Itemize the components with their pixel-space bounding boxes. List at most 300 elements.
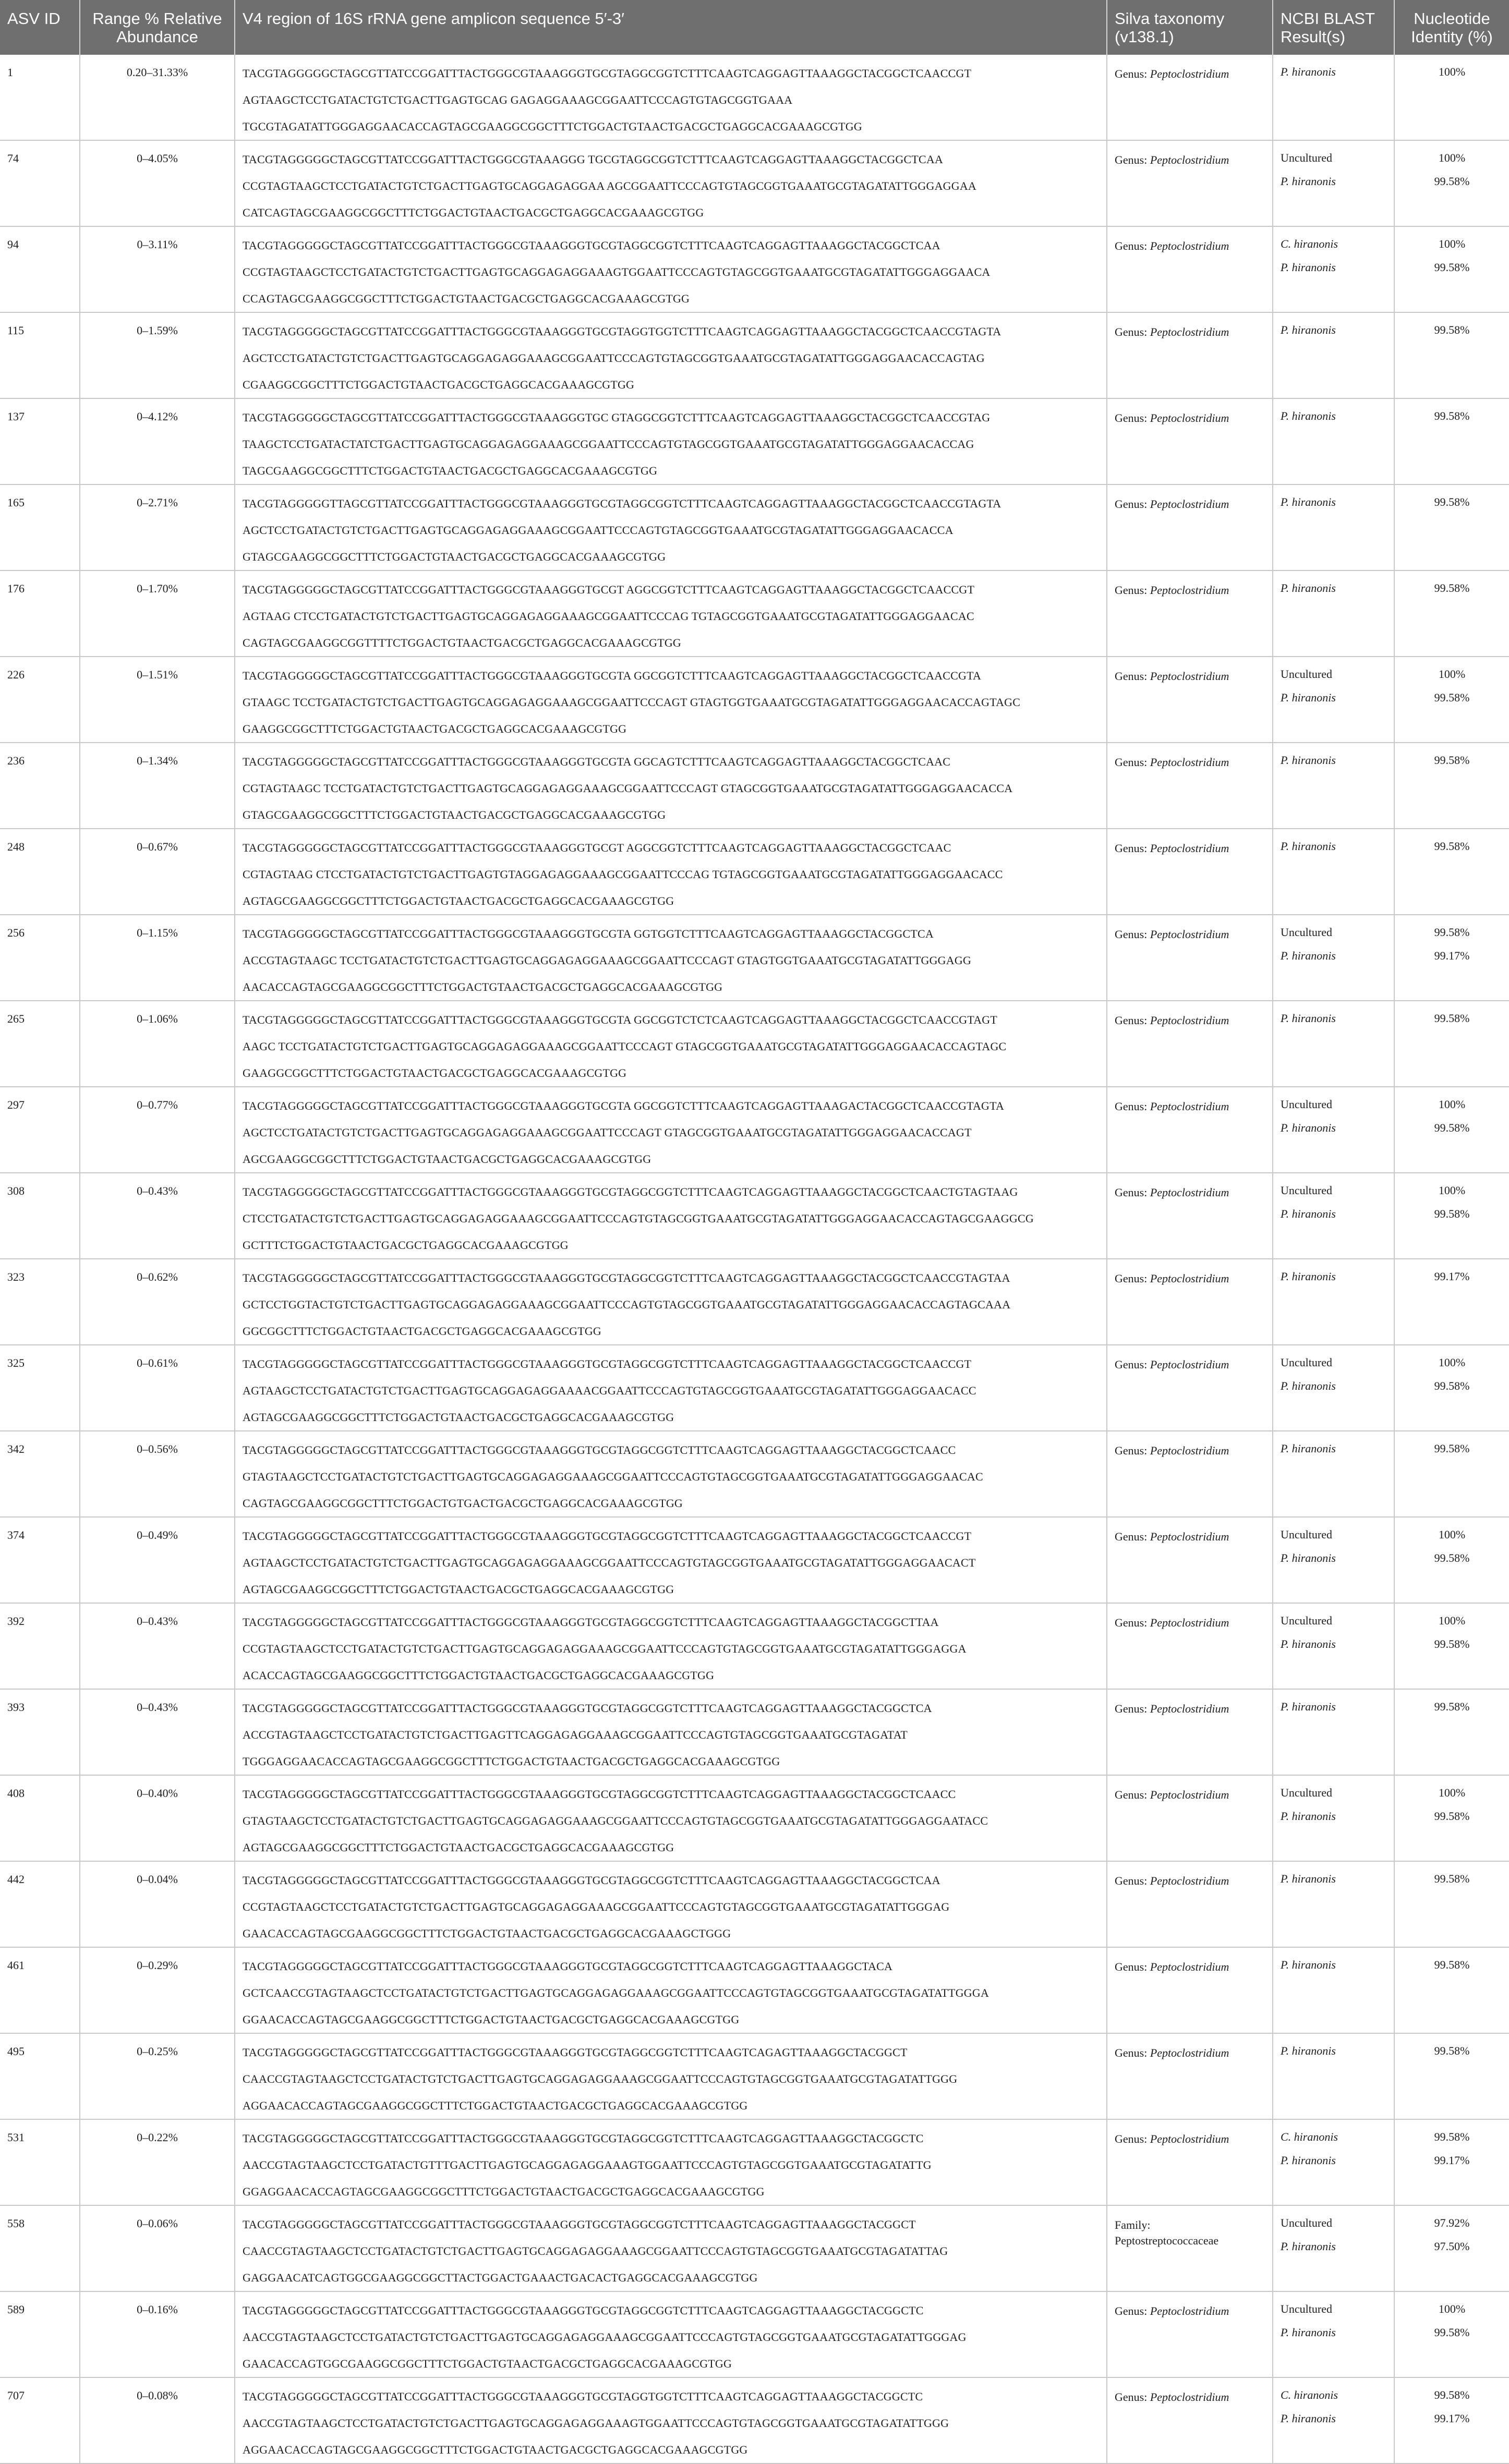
sequence-line: GAACACCAGTAGCGAAGGCGGCTTTCTGGACTGTAACTGACGCTGAGGCACGAAAGCTGGG — [243, 1927, 731, 1940]
range-cell: 0–1.51% — [80, 657, 235, 743]
silva-rank: Genus: — [1115, 411, 1150, 424]
sequence-line: CCAGTAGCGAAGGCGGCTTTCTGGACTGTAACTGACGCTGAGGCACGAAAGCGTGG — [243, 292, 690, 305]
sequence-line: TACGTAGGGGGCTAGCGTTATCCGGATTTACTGGGCGTAAAGGGTGCGTAGGCGGTCTTTCAAGTCAGGAGTTAAAGGCTACGGCTCAACC — [243, 1443, 956, 1456]
asv-id-cell: 137 — [0, 398, 80, 484]
header-ncbi-line1: NCBI BLAST — [1281, 9, 1375, 28]
sequence-line: GAAGGCGGCTTTCTGGACTGTAACTGACGCTGAGGCACGAAAGCGTGG — [243, 1066, 627, 1079]
asv-id-cell: 392 — [0, 1603, 80, 1689]
sequence-line: TACGTAGGGGGCTAGCGTTATCCGGATTTACTGGGCGTAAAGGGTGCGTA GGCGGTCTCTCAAGTCAGGAGTTAAAGGCTACGGCTCAACCGTAGT — [243, 1013, 998, 1026]
range-cell: 0–3.11% — [80, 226, 235, 312]
silva-rank: Genus: — [1115, 153, 1150, 166]
identity-value: 99.58% — [1434, 1637, 1470, 1650]
silva-cell — [1107, 1775, 1273, 1861]
sequence-line: TACGTAGGGGGCTAGCGTTATCCGGATTTACTGGGCGTAAAGGGTGCGTAGGCGGTCTTTCAAGTCAGGAGTTAAAGGCTACGGCTC — [243, 2132, 924, 2145]
table-row — [0, 1517, 1509, 1603]
ncbi-result — [1281, 232, 1386, 256]
identity-value: 100% — [1438, 1356, 1466, 1369]
sequence-cell — [235, 398, 1107, 484]
ncbi-result-text: P. hiranonis — [1281, 1012, 1336, 1025]
silva-rank: Genus: — [1115, 67, 1150, 80]
ncbi-result — [1281, 834, 1386, 858]
sequence-cell — [235, 743, 1107, 829]
identity-value: 99.17% — [1434, 2154, 1470, 2167]
sequence-line: TACGTAGGGGGCTAGCGTTATCCGGATTTACTGGGCGTAAAGGGTGCGTAGGCGGTCTTTCAAGTCAGGAGTTAAAGGCTACGGCTTAA — [243, 1616, 939, 1629]
ncbi-result — [1281, 2407, 1386, 2430]
silva-cell — [1107, 1259, 1273, 1345]
sequence-cell — [235, 1259, 1107, 1345]
range-cell: 0–4.12% — [80, 398, 235, 484]
range-cell: 0–0.43% — [80, 1603, 235, 1689]
asv-id-cell: 325 — [0, 1345, 80, 1431]
ncbi-result — [1281, 1695, 1386, 1718]
ncbi-result — [1281, 1437, 1386, 1460]
header-ncbi-line2: Result(s) — [1281, 28, 1346, 46]
asv-id-cell: 589 — [0, 2291, 80, 2377]
identity-value: 99.58% — [1434, 1442, 1470, 1455]
ncbi-cell — [1273, 743, 1394, 829]
sequence-line: AGTAGCGAAGGCGGCTTTCTGGACTGTAACTGACGCTGAGGCACGAAAGCGTGG — [243, 894, 674, 907]
identity-cell — [1394, 1345, 1509, 1431]
header-row — [0, 0, 1509, 55]
sequence-line: GCTCCTGGTACTGTCTGACTTGAGTGCAGGAGAGGAAAGCGGAATTCCCAGTGTAGCGGTGAAATGCGTAGATATTGGGAGGAACACCAGTAGCAAA — [243, 1298, 1011, 1311]
silva-taxon: Peptoclostridium — [1150, 2132, 1229, 2145]
ncbi-cell — [1273, 829, 1394, 915]
silva-taxon: Peptoclostridium — [1150, 2304, 1229, 2317]
sequence-line: TACGTAGGGGGCTAGCGTTATCCGGATTTACTGGGCGTAAAGGGTGCGTAGGCGGTCTTTCAAGTCAGGAGTTAAAGGCTACGGCTCAACCGT — [243, 67, 972, 80]
sequence-line: CGAAGGCGGCTTTCTGGACTGTAACTGACGCTGAGGCACGAAAGCGTGG — [243, 378, 635, 391]
silva-cell — [1107, 657, 1273, 743]
ncbi-result — [1281, 2383, 1386, 2407]
ncbi-result-text: C. hiranonis — [1281, 2388, 1338, 2401]
sequence-line: TACGTAGGGGGCTAGCGTTATCCGGATTTACTGGGCGTAAAGGGTGCGTAGGCGGTCTTTCAAGTCAGGAGTTAAAGGCTACA — [243, 1960, 893, 1973]
sequence-line: AGTAAGCTCCTGATACTGTCTGACTTGAGTGCAGGAGAGGAAAACGGAATTCCCAGTGTAGCGGTGAAATGCGTAGATATTGGGAGGAACACC — [243, 1384, 976, 1397]
ncbi-cell — [1273, 484, 1394, 571]
ncbi-cell — [1273, 1947, 1394, 2033]
sequence-line: GAACACCAGTGGCGAAGGCGGCTTTCTGGACTGTAACTGACGCTGAGGCACGAAAGCGTGG — [243, 2357, 732, 2370]
silva-cell — [1107, 1087, 1273, 1173]
sequence-line: CCGTAGTAAGCTCCTGATACTGTCTGACTTGAGTGCAGGAGAGGAA AGCGGAATTCCCAGTGTAGCGGTGAAATGCGTAGATATTGGGAGGAA — [243, 179, 977, 192]
sequence-line: GCTCAACCGTAGTAAGCTCCTGATACTGTCTGACTTGAGTGCAGGAGAGGAAAGCGGAATTCCCAGTGTAGCGGTGAAATGCGTAGATATTGGGA — [243, 1986, 989, 1999]
sequence-line: TACGTAGGGGGCTAGCGTTATCCGGATTTACTGGGCGTAAAGGGTGCGTA GGCAGTCTTTCAAGTCAGGAGTTAAAGGCTACGGCTCAAC — [243, 755, 951, 768]
ncbi-result — [1281, 1804, 1386, 1828]
asv-id-cell: 1 — [0, 55, 80, 140]
header-identity-line1: Nucleotide — [1414, 9, 1490, 28]
table-row — [0, 2119, 1509, 2205]
silva-taxon: Peptoclostridium — [1150, 1014, 1229, 1027]
sequence-cell — [235, 829, 1107, 915]
asv-id-cell: 165 — [0, 484, 80, 571]
sequence-line: TACGTAGGGGGCTAGCGTTATCCGGATTTACTGGGCGTAAAGGGTGCGTAGGCGGTCTTTCAAGTCAGGAGTTAAAGGCTACGGCTC — [243, 2304, 924, 2317]
sequence-line: TACGTAGGGGGCTAGCGTTATCCGGATTTACTGGGCGTAAAGGGTGCGT AGGCGGTCTTTCAAGTCAGGAGTTAAAGGCTACGGCTCAACCGT — [243, 583, 975, 596]
identity-value: 99.58% — [1434, 581, 1470, 594]
sequence-cell — [235, 657, 1107, 743]
sequence-line: AACCGTAGTAAGCTCCTGATACTGTTTGACTTGAGTGCAGGAGAGGAAAGTGGAATTCCCAGTGTAGCGGTGAAATGCGTAGATATTG — [243, 2158, 932, 2171]
ncbi-result-text: P. hiranonis — [1281, 754, 1336, 767]
identity-cell — [1394, 2205, 1509, 2291]
sequence-line: TGGGAGGAACACCAGTAGCGAAGGCGGCTTTCTGGACTGTAACTGACGCTGAGGCACGAAAGCGTGG — [243, 1755, 780, 1768]
header-ncbi — [1273, 0, 1394, 55]
sequence-cell — [235, 2291, 1107, 2377]
asv-id-cell: 74 — [0, 140, 80, 226]
ncbi-result — [1281, 1351, 1386, 1374]
sequence-line: CCGTAGTAAGCTCCTGATACTGTCTGACTTGAGTGCAGGAGAGGAAAGTGGAATTCCCAGTGTAGCGGTGAAATGCGTAGATATTGGGAGGAACA — [243, 265, 991, 278]
ncbi-cell — [1273, 1087, 1394, 1173]
header-range — [80, 0, 235, 55]
identity-value: 100% — [1438, 1528, 1466, 1541]
asv-id-cell: 308 — [0, 1173, 80, 1259]
ncbi-result — [1281, 146, 1386, 169]
silva-rank: Family: — [1115, 2218, 1151, 2231]
silva-cell — [1107, 1603, 1273, 1689]
identity-cell — [1394, 1947, 1509, 2033]
sequence-line: GGCGGCTTTCTGGACTGTAACTGACGCTGAGGCACGAAAGCGTGG — [243, 1325, 602, 1338]
ncbi-result-text: P. hiranonis — [1281, 323, 1336, 336]
ncbi-result-text: Uncultured — [1281, 1614, 1332, 1627]
header-silva-line1: Silva taxonomy — [1115, 9, 1225, 28]
asv-id-cell: 531 — [0, 2119, 80, 2205]
identity-value: 99.58% — [1434, 2388, 1470, 2401]
sequence-line: TACGTAGGGGGCTAGCGTTATCCGGATTTACTGGGCGTAAAGGGTGCGTAGGCGGTCTTTCAAGTCAGGAGTTAAAGGCTACGGCTCAA — [243, 1874, 940, 1887]
sequence-line: AGTAGCGAAGGCGGCTTTCTGGACTGTAACTGACGCTGAGGCACGAAAGCGTGG — [243, 1583, 674, 1596]
identity-cell — [1394, 2291, 1509, 2377]
silva-taxon: Peptoclostridium — [1150, 67, 1229, 80]
table-row — [0, 1603, 1509, 1689]
sequence-line: TACGTAGGGGGCTAGCGTTATCCGGATTTACTGGGCGTAAAGGGTGCGT AGGCGGTCTTTCAAGTCAGGAGTTAAAGGCTACGGCTCAAC — [243, 841, 951, 854]
silva-taxon: Peptoclostridium — [1150, 239, 1229, 252]
ncbi-cell — [1273, 226, 1394, 312]
identity-cell — [1394, 1259, 1509, 1345]
identity-value: 99.58% — [1434, 175, 1470, 188]
identity-value: 100% — [1438, 237, 1466, 250]
sequence-cell — [235, 55, 1107, 140]
ncbi-cell — [1273, 2119, 1394, 2205]
identity-value: 99.58% — [1434, 1700, 1470, 1713]
silva-cell — [1107, 484, 1273, 571]
silva-cell — [1107, 2033, 1273, 2119]
silva-rank: Genus: — [1115, 842, 1150, 855]
ncbi-result — [1281, 2211, 1386, 2235]
identity-cell — [1394, 140, 1509, 226]
sequence-line: TACGTAGGGGGCTAGCGTTATCCGGATTTACTGGGCGTAAAGGGTGCGTAGGCGGTCTTTCAAGTCAGGAGTTAAAGGCTACGGCTCAACCGTAGTAA — [243, 1271, 1010, 1284]
silva-rank: Genus: — [1115, 1616, 1150, 1629]
silva-taxon: Peptoclostridium — [1150, 584, 1229, 597]
header-silva — [1107, 0, 1273, 55]
ncbi-cell — [1273, 398, 1394, 484]
identity-cell — [1394, 571, 1509, 657]
ncbi-result-text: P. hiranonis — [1281, 1872, 1336, 1885]
ncbi-result-text: P. hiranonis — [1281, 691, 1336, 704]
ncbi-result — [1281, 1867, 1386, 1890]
ncbi-cell — [1273, 1173, 1394, 1259]
sequence-line: AAGC TCCTGATACTGTCTGACTTGAGTGCAGGAGAGGAAAGCGGAATTCCCAGT GTAGCGGTGAAATGCGTAGATATTGGGAGGAACACCAGTAGC — [243, 1040, 1007, 1053]
identity-value: 99.58% — [1434, 754, 1470, 767]
identity-cell — [1394, 1001, 1509, 1087]
ncbi-result — [1281, 1546, 1386, 1570]
ncbi-result-text: Uncultured — [1281, 1528, 1332, 1541]
sequence-line: GTAGTAAGCTCCTGATACTGTCTGACTTGAGTGCAGGAGAGGAAAGCGGAATTCCCAGTGTAGCGGTGAAATGCGTAGATATTGGGAGGAACAC — [243, 1470, 983, 1483]
sequence-line: AGTAAGCTCCTGATACTGTCTGACTTGAGTGCAGGAGAGGAAAGCGGAATTCCCAGTGTAGCGGTGAAATGCGTAGATATTGGGAGGAACACT — [243, 1556, 976, 1569]
table-row — [0, 1345, 1509, 1431]
asv-id-cell: 495 — [0, 2033, 80, 2119]
sequence-line: CAGTAGCGAAGGCGGTTTTCTGGACTGTAACTGACGCTGAGGCACGAAAGCGTGG — [243, 636, 682, 649]
ncbi-result-text: Uncultured — [1281, 1098, 1332, 1111]
asv-id-cell: 374 — [0, 1517, 80, 1603]
identity-cell — [1394, 1775, 1509, 1861]
identity-value: 99.58% — [1434, 409, 1470, 422]
identity-cell — [1394, 1173, 1509, 1259]
silva-taxon: Peptoclostridium — [1150, 325, 1229, 338]
silva-rank: Genus: — [1115, 1100, 1150, 1113]
asv-id-cell: 94 — [0, 226, 80, 312]
asv-id-cell: 408 — [0, 1775, 80, 1861]
sequence-line: GGAGGAACACCAGTAGCGAAGGCGGCTTTCTGGACTGTAACTGACGCTGAGGCACGAAAGCGTGG — [243, 2185, 765, 2198]
sequence-line: AGCGAAGGCGGCTTTCTGGACTGTAACTGACGCTGAGGCACGAAAGCGTGG — [243, 1152, 651, 1166]
silva-rank: Genus: — [1115, 756, 1150, 769]
sequence-cell — [235, 226, 1107, 312]
silva-taxon: Peptoclostridium — [1150, 411, 1229, 424]
sequence-line: TACGTAGGGGGCTAGCGTTATCCGGATTTACTGGGCGTAAAGGGTGCGTA GGCGGTCTTTCAAGTCAGGAGTTAAAGACTACGGCTCAACCGTAGTA — [243, 1099, 1005, 1112]
sequence-line: GGAACACCAGTAGCGAAGGCGGCTTTCTGGACTGTAACTGACGCTGAGGCACGAAAGCGTGG — [243, 2013, 740, 2026]
range-cell: 0–0.62% — [80, 1259, 235, 1345]
sequence-cell — [235, 1947, 1107, 2033]
silva-cell — [1107, 398, 1273, 484]
asv-id-cell: 256 — [0, 915, 80, 1001]
ncbi-result — [1281, 748, 1386, 772]
table-row — [0, 1689, 1509, 1775]
sequence-line: ACACCAGTAGCGAAGGCGGCTTTCTGGACTGTAACTGACGCTGAGGCACGAAAGCGTGG — [243, 1669, 715, 1682]
ncbi-result-text: P. hiranonis — [1281, 261, 1336, 274]
range-cell: 0–1.34% — [80, 743, 235, 829]
ncbi-cell — [1273, 1001, 1394, 1087]
sequence-line: GTAGTAAGCTCCTGATACTGTCTGACTTGAGTGCAGGAGAGGAAAGCGGAATTCCCAGTGTAGCGGTGAAATGCGTAGATATTGGGAGGAATACC — [243, 1814, 988, 1827]
range-cell: 0–4.05% — [80, 140, 235, 226]
sequence-line: AGTAAGCTCCTGATACTGTCTGACTTGAGTGCAG GAGAGGAAAGCGGAATTCCCAGTGTAGCGGTGAAA — [243, 93, 793, 106]
ncbi-cell — [1273, 657, 1394, 743]
ncbi-cell — [1273, 1259, 1394, 1345]
identity-cell — [1394, 829, 1509, 915]
table-row — [0, 1775, 1509, 1861]
identity-value: 99.58% — [1434, 1012, 1470, 1025]
ncbi-cell — [1273, 571, 1394, 657]
ncbi-result-text: P. hiranonis — [1281, 2154, 1336, 2167]
silva-taxon: Peptoclostridium — [1150, 1272, 1229, 1285]
sequence-line: TACGTAGGGGGCTAGCGTTATCCGGATTTACTGGGCGTAAAGGGTGCGTAGGCGGTCTTTCAAGTCAGGAGTTAAAGGCTACGGCTCAACCGT — [243, 1530, 972, 1543]
silva-cell — [1107, 2119, 1273, 2205]
identity-value: 100% — [1438, 1184, 1466, 1197]
table-row — [0, 571, 1509, 657]
sequence-line: TACGTAGGGGGCTAGCGTTATCCGGATTTACTGGGCGTAAAGGGTGCGTAGGCGGTCTTTCAAGTCAGGAGTTAAAGGCTACGGCT — [243, 2218, 916, 2231]
silva-taxon: Peptoclostridium — [1150, 928, 1229, 941]
silva-cell — [1107, 1861, 1273, 1947]
asv-id-cell: 226 — [0, 657, 80, 743]
asv-id-cell: 236 — [0, 743, 80, 829]
ncbi-cell — [1273, 1603, 1394, 1689]
range-cell: 0–0.22% — [80, 2119, 235, 2205]
sequence-line: AGTAAG CTCCTGATACTGTCTGACTTGAGTGCAGGAGAGGAAAGCGGAATTCCCAG TGTAGCGGTGAAATGCGTAGATATTGGGAGGAACAC — [243, 610, 974, 623]
sequence-cell — [235, 1603, 1107, 1689]
header-identity-line2: Identity (%) — [1411, 28, 1493, 46]
range-cell: 0–0.16% — [80, 2291, 235, 2377]
sequence-line: TACGTAGGGGGCTAGCGTTATCCGGATTTACTGGGCGTAAAGGGTGCGTAGGTGGTCTTTCAAGTCAGGAGTTAAAGGCTACGGCTCAACCGTAGTA — [243, 325, 1001, 338]
silva-taxon: Peptoclostridium — [1150, 153, 1229, 166]
table-row — [0, 226, 1509, 312]
header-silva-line2: (v138.1) — [1115, 28, 1174, 46]
sequence-line: CAGTAGCGAAGGCGGCTTTCTGGACTGTGACTGACGCTGAGGCACGAAAGCGTGG — [243, 1497, 683, 1510]
ncbi-result-text: Uncultured — [1281, 926, 1332, 939]
sequence-cell — [235, 1345, 1107, 1431]
ncbi-cell — [1273, 915, 1394, 1001]
silva-cell — [1107, 140, 1273, 226]
silva-taxon: Peptoclostridium — [1150, 1444, 1229, 1457]
ncbi-result — [1281, 1632, 1386, 1656]
table-header — [0, 0, 1509, 55]
asv-id-cell: 342 — [0, 1431, 80, 1517]
ncbi-result-text: Uncultured — [1281, 1786, 1332, 1799]
ncbi-result-text: P. hiranonis — [1281, 1637, 1336, 1650]
ncbi-result-text: Uncultured — [1281, 1184, 1332, 1197]
silva-rank: Genus: — [1115, 239, 1150, 252]
ncbi-result-text: P. hiranonis — [1281, 1442, 1336, 1455]
range-cell: 0–0.67% — [80, 829, 235, 915]
range-cell: 0–0.04% — [80, 1861, 235, 1947]
silva-rank: Genus: — [1115, 2046, 1150, 2059]
ncbi-result-text: P. hiranonis — [1281, 2412, 1336, 2425]
sequence-line: TACGTAGGGGGCTAGCGTTATCCGGATTTACTGGGCGTAAAGGG TGCGTAGGCGGTCTTTCAAGTCAGGAGTTAAAGGCTACGGCTCAA — [243, 153, 944, 166]
silva-rank: Genus: — [1115, 1272, 1150, 1285]
ncbi-result — [1281, 256, 1386, 279]
ncbi-result — [1281, 1374, 1386, 1398]
silva-taxon: Peptoclostridium — [1150, 1788, 1229, 1801]
asv-id-cell: 707 — [0, 2377, 80, 2463]
identity-cell — [1394, 55, 1509, 140]
ncbi-result-text: P. hiranonis — [1281, 409, 1336, 422]
identity-value: 100% — [1438, 65, 1466, 78]
ncbi-cell — [1273, 1775, 1394, 1861]
sequence-line: CATCAGTAGCGAAGGCGGCTTTCTGGACTGTAACTGACGCTGAGGCACGAAAGCGTGG — [243, 206, 704, 219]
ncbi-result — [1281, 2235, 1386, 2258]
sequence-line: AGCTCCTGATACTGTCTGACTTGAGTGCAGGAGAGGAAAGCGGAATTCCCAGTGTAGCGGTGAAATGCGTAGATATTGGGAGGAACACCA — [243, 524, 953, 537]
asv-id-cell: 248 — [0, 829, 80, 915]
sequence-line: TACGTAGGGGGCTAGCGTTATCCGGATTTACTGGGCGTAAAGGGTGC GTAGGCGGTCTTTCAAGTCAGGAGTTAAAGGCTACGGCTCAACCGTAG — [243, 411, 991, 424]
sequence-cell — [235, 2377, 1107, 2463]
ncbi-result-text: P. hiranonis — [1281, 581, 1336, 594]
silva-rank: Genus: — [1115, 1444, 1150, 1457]
ncbi-result-text: P. hiranonis — [1281, 495, 1336, 508]
identity-value: 99.58% — [1434, 1810, 1470, 1823]
range-cell: 0–0.61% — [80, 1345, 235, 1431]
identity-value: 99.58% — [1434, 495, 1470, 508]
identity-value: 99.58% — [1434, 1551, 1470, 1564]
sequence-line: CCGTAGTAAGCTCCTGATACTGTCTGACTTGAGTGCAGGAGAGGAAAGCGGAATTCCCAGTGTAGCGGTGAAATGCGTAGATATTGGGAGGA — [243, 1642, 967, 1655]
identity-cell — [1394, 915, 1509, 1001]
ncbi-result-text: P. hiranonis — [1281, 2240, 1336, 2253]
silva-cell — [1107, 226, 1273, 312]
header-identity — [1394, 0, 1509, 55]
sequence-line: AGTAGCGAAGGCGGCTTTCTGGACTGTAACTGACGCTGAGGCACGAAAGCGTGG — [243, 1841, 674, 1854]
ncbi-cell — [1273, 1861, 1394, 1947]
silva-rank: Genus: — [1115, 928, 1150, 941]
asv-id-cell: 461 — [0, 1947, 80, 2033]
table-row — [0, 55, 1509, 140]
identity-value: 100% — [1438, 1098, 1466, 1111]
ncbi-result-text: P. hiranonis — [1281, 1121, 1336, 1134]
table-row — [0, 312, 1509, 398]
identity-value: 99.17% — [1434, 1270, 1470, 1283]
ncbi-result-text: P. hiranonis — [1281, 2326, 1336, 2339]
silva-taxon: Peptoclostridium — [1150, 1874, 1229, 1887]
ncbi-result — [1281, 686, 1386, 709]
ncbi-result-text: P. hiranonis — [1281, 949, 1336, 962]
ncbi-result-text: Uncultured — [1281, 2216, 1332, 2229]
sequence-cell — [235, 915, 1107, 1001]
ncbi-cell — [1273, 55, 1394, 140]
ncbi-result-text: Uncultured — [1281, 667, 1332, 681]
range-cell: 0–0.56% — [80, 1431, 235, 1517]
table-row — [0, 743, 1509, 829]
ncbi-result — [1281, 1781, 1386, 1804]
silva-rank: Genus: — [1115, 584, 1150, 597]
sequence-line: AGGAACACCAGTAGCGAAGGCGGCTTTCTGGACTGTAACTGACGCTGAGGCACGAAAGCGTGG — [243, 2099, 748, 2112]
range-cell: 0–0.40% — [80, 1775, 235, 1861]
table-row — [0, 1861, 1509, 1947]
silva-taxon: Peptoclostridium — [1150, 497, 1229, 511]
silva-rank: Genus: — [1115, 497, 1150, 511]
silva-cell — [1107, 1173, 1273, 1259]
sequence-line: TACGTAGGGGGCTAGCGTTATCCGGATTTACTGGGCGTAAAGGGTGCGTA GGTGGTCTTTCAAGTCAGGAGTTAAAGGCTACGGCTCA — [243, 927, 934, 940]
ncbi-result-text: C. hiranonis — [1281, 237, 1338, 250]
range-cell: 0–0.49% — [80, 1517, 235, 1603]
silva-cell — [1107, 1431, 1273, 1517]
sequence-cell — [235, 2119, 1107, 2205]
sequence-line: AACACCAGTAGCGAAGGCGGCTTTCTGGACTGTAACTGACGCTGAGGCACGAAAGCGTGG — [243, 980, 723, 993]
header-asv-id: ASV ID — [0, 0, 80, 55]
silva-cell — [1107, 55, 1273, 140]
range-cell: 0–1.06% — [80, 1001, 235, 1087]
ncbi-result — [1281, 1202, 1386, 1225]
ncbi-result — [1281, 2125, 1386, 2149]
ncbi-cell — [1273, 2205, 1394, 2291]
ncbi-cell — [1273, 2033, 1394, 2119]
silva-taxon: Peptoclostridium — [1150, 842, 1229, 855]
identity-value: 99.58% — [1434, 1207, 1470, 1220]
sequence-line: GCTTTCTGGACTGTAACTGACGCTGAGGCACGAAAGCGTGG — [243, 1239, 569, 1252]
sequence-line: GAGGAACATCAGTGGCGAAGGCGGCTTACTGGACTGAAACTGACACTGAGGCACGAAAGCGTGG — [243, 2271, 758, 2284]
table-row — [0, 1431, 1509, 1517]
ncbi-result-text: Uncultured — [1281, 1356, 1332, 1369]
identity-cell — [1394, 2377, 1509, 2463]
identity-value: 99.58% — [1434, 2044, 1470, 2057]
ncbi-result-text: C. hiranonis — [1281, 2130, 1338, 2143]
sequence-line: AGTAGCGAAGGCGGCTTTCTGGACTGTAACTGACGCTGAGGCACGAAAGCGTGG — [243, 1411, 674, 1424]
range-cell: 0–0.43% — [80, 1173, 235, 1259]
ncbi-result — [1281, 1093, 1386, 1116]
silva-cell — [1107, 829, 1273, 915]
range-cell: 0–0.25% — [80, 2033, 235, 2119]
range-cell: 0–1.70% — [80, 571, 235, 657]
ncbi-result — [1281, 2297, 1386, 2321]
sequence-line: TACGTAGGGGGCTAGCGTTATCCGGATTTACTGGGCGTAAAGGGTGCGTAGGCGGTCTTTCAAGTCAGGAGTTAAAGGCTACGGCTCAA — [243, 239, 940, 252]
ncbi-cell — [1273, 1517, 1394, 1603]
sequence-line: TACGTAGGGGGCTAGCGTTATCCGGATTTACTGGGCGTAAAGGGTGCGTAGGCGGTCTTTCAAGTCAGGAGTTAAAGGCTACGGCTCAACC — [243, 1788, 956, 1801]
identity-value: 99.58% — [1434, 1379, 1470, 1392]
identity-value: 99.17% — [1434, 2412, 1470, 2425]
ncbi-result-text: P. hiranonis — [1281, 1810, 1336, 1823]
identity-value: 99.58% — [1434, 691, 1470, 704]
silva-taxon: Peptoclostridium — [1150, 756, 1229, 769]
silva-cell — [1107, 743, 1273, 829]
table-row — [0, 2205, 1509, 2291]
sequence-cell — [235, 312, 1107, 398]
